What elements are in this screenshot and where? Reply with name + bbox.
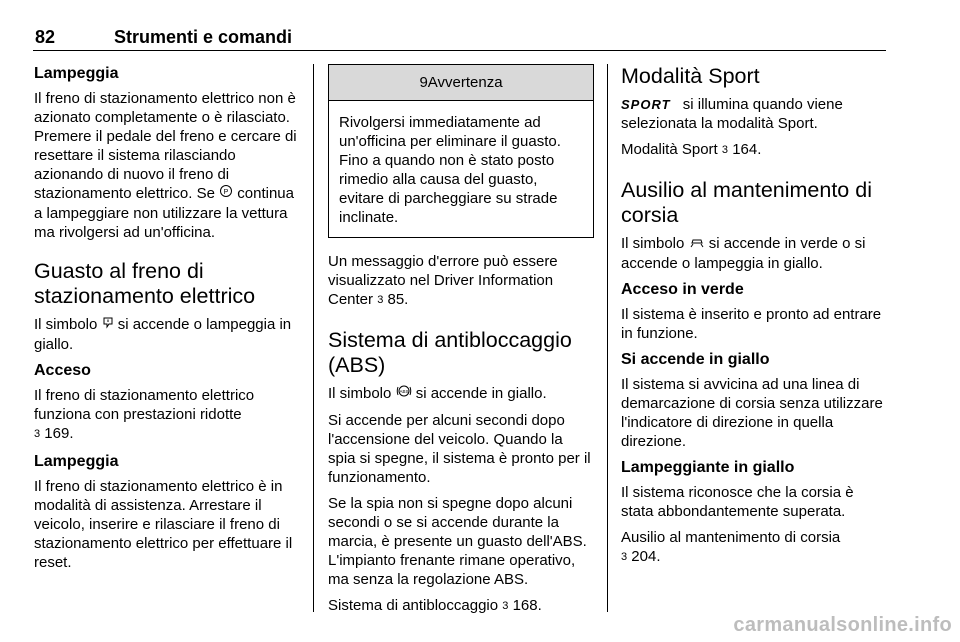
paragraph-sport-2 (621, 140, 887, 161)
heading-sport: Modalità Sport (621, 64, 760, 88)
page-number: 82 (35, 27, 56, 47)
page-ref-link[interactable]: 169. (44, 425, 74, 442)
heading-acceso-verde: Acceso in verde (621, 281, 744, 298)
warning-icon: 9 (419, 74, 428, 91)
brake-fault-icon (102, 316, 114, 335)
sport-mode-icon: SPORT (621, 97, 671, 112)
text: continua a lampeggiare non utilizzare la vettura ma rivolgersi ad un'officina. (34, 185, 294, 241)
page-ref-icon: 3 (377, 294, 384, 306)
heading-acceso-giallo: Si accende in giallo (621, 351, 770, 368)
page-title: Strumenti e comandi (114, 27, 293, 47)
text: si accende in verde o si accende o lampeggia in giallo. (621, 235, 866, 272)
paragraph-verde: Il sistema è inserito e pronto ad entrare in funzione. (621, 306, 882, 342)
text: Modalità Sport (621, 141, 718, 158)
text: Il freno di stazionamento elettrico non è azionato completamente o è rilasciato. Premere il pedale del freno e cercare di resettare il sistema rilasciando azionando di nuovo il freno di stazionamento elettrico. Se (34, 90, 297, 202)
column-1 (34, 64, 300, 579)
heading-lampeggiante-giallo: Lampeggiante in giallo (621, 459, 795, 476)
warning-text: Rivolgersi immediatamente ad un'officina per eliminare il guasto. Fino a quando non è stato posto rimedio alla causa del guasto, evitare di parcheggiare su strade inclinate. (339, 114, 561, 226)
warning-box (328, 64, 594, 238)
paragraph-lane-ref (621, 528, 887, 568)
paragraph-abs-1 (328, 384, 594, 404)
page-ref-icon: 3 (34, 428, 41, 440)
paragraph-guasto (34, 315, 300, 354)
text: si accende in giallo. (415, 385, 547, 402)
column-divider (607, 64, 608, 612)
warning-header (329, 65, 593, 101)
heading-lampeggia: Lampeggia (34, 65, 119, 82)
paragraph-abs-4 (328, 596, 594, 617)
heading-lampeggia-2: Lampeggia (34, 453, 119, 470)
warning-title: Avvertenza (427, 74, 503, 91)
text: Il simbolo (621, 235, 685, 252)
heading-guasto: Guasto al freno di stazionamento elettrico (34, 259, 256, 308)
page-ref-link[interactable]: 204. (631, 548, 661, 565)
paragraph-acceso (34, 386, 300, 445)
svg-text:P: P (223, 189, 229, 196)
text: si illumina quando viene selezionata la modalità Sport. (621, 96, 843, 132)
page-ref-icon: 3 (621, 551, 628, 563)
heading-abs: Sistema di antibloccaggio (ABS) (328, 328, 572, 377)
paragraph-dic (328, 252, 594, 311)
parking-brake-icon (219, 184, 233, 204)
text: Ausilio al mantenimento di corsia (621, 529, 841, 546)
svg-text:ABS: ABS (399, 389, 409, 394)
text: Il simbolo (34, 316, 98, 333)
paragraph-lampeggia (34, 89, 300, 242)
paragraph-lane (621, 234, 887, 273)
column-3 (621, 64, 887, 575)
column-2 (328, 64, 594, 624)
watermark: carmanualsonline.info (733, 614, 952, 636)
paragraph-abs-3: Se la spia non si spegne dopo alcuni secondi o se si accende durante la marcia, è presente un guasto dell'ABS. L'impianto frenante rimane operativo, ma senza la regolazione ABS. (328, 495, 587, 588)
paragraph-sport-1 (621, 95, 887, 133)
paragraph-lampeggia-2: Il freno di stazionamento elettrico è in modalità di assistenza. Arrestare il veicolo, inserire e rilasciare il freno di stazionamento elettrico per effettuare il reset. (34, 478, 293, 571)
page-ref-icon: 3 (502, 600, 509, 612)
text: si accende o lampeggia in giallo. (34, 316, 292, 353)
heading-lane-assist: Ausilio al mantenimento di corsia (621, 178, 872, 227)
paragraph-abs-2: Si accende per alcuni secondi dopo l'accensione del veicolo. Quando la spia si spegne, il sistema è pronto per il funzionamento. (328, 412, 591, 486)
page-ref-icon: 3 (721, 144, 729, 156)
paragraph-lampeggiante-giallo: Il sistema riconosce che la corsia è stata abbondantemente superata. (621, 484, 854, 520)
paragraph-giallo: Il sistema si avvicina ad una linea di demarcazione di corsia senza utilizzare l'indicatore di direzione in quella direzione. (621, 376, 883, 450)
page-ref-link[interactable]: 164. (732, 141, 762, 158)
text: Un messaggio d'errore può essere visualizzato nel Driver Information Center (328, 253, 558, 308)
lane-assist-icon (689, 235, 705, 254)
text: Il simbolo (328, 385, 392, 402)
text: Il freno di stazionamento elettrico funziona con prestazioni ridotte (34, 387, 255, 423)
warning-body (329, 101, 593, 237)
page-ref-link[interactable]: 85. (387, 291, 409, 308)
text: Sistema di antibloccaggio (328, 597, 499, 614)
page-header (33, 22, 886, 51)
page-ref-link[interactable]: 168. (512, 597, 542, 614)
column-divider (313, 64, 314, 612)
heading-acceso: Acceso (34, 362, 91, 379)
abs-icon (396, 384, 412, 404)
